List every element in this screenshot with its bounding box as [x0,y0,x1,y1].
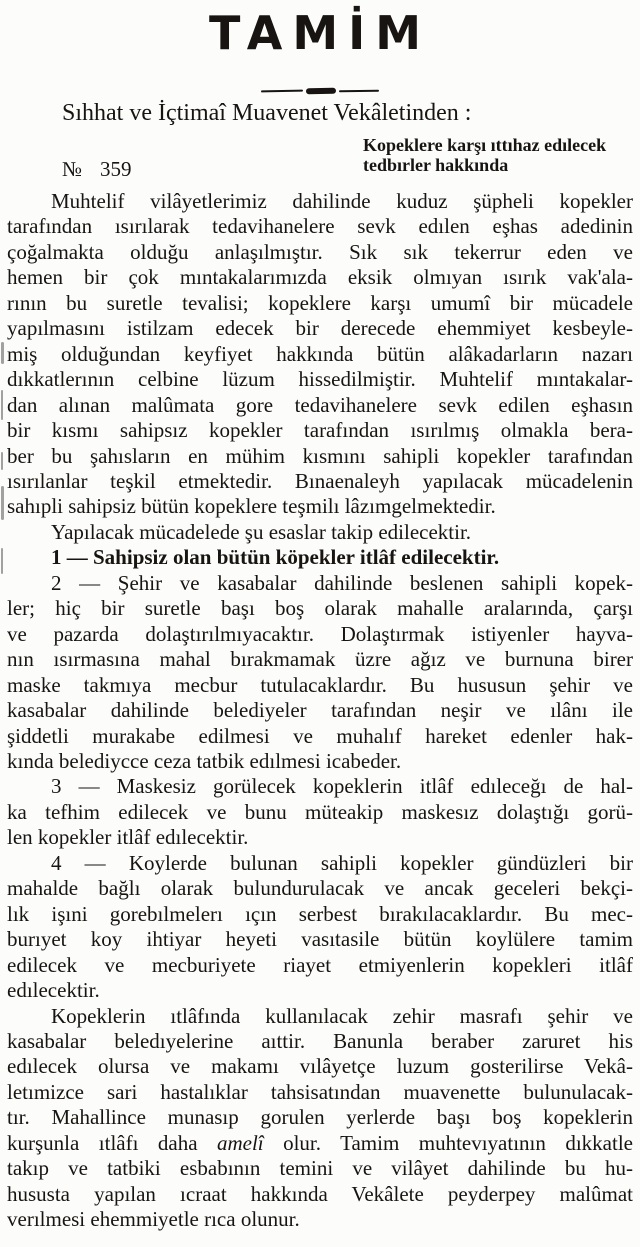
text-line: kurşunla ıtlâfı daha amelî olur. Tamim muhtevıyatının dıkkatle [7,1130,633,1155]
text-line: ber bu şahısların en mühim kısmını sahipli kopekler tarafından [7,443,633,468]
numero-sign: № [62,157,83,181]
text-line: ka tefhim edilecek ve bunu müteakip maskesız dolaştığı gorü- [7,799,633,824]
text-line: Kopeklerin ıtlâfında kullanılacak zehir masrafı şehir ve [51,1003,633,1028]
text-line: kında belediycce ceza tatbik edılmesi icabeder. [7,748,402,773]
text-line: 1 — Sahipsiz olan bütün köpekler itlâf edilecektir. [51,545,500,570]
text-line: burıyet koy ihtiyar heyeti vasıtasile bütün koylülere tamim [7,927,633,952]
divider-segment [306,88,336,95]
text-line: nın ısırmasına mahal bırakmamak üzre ağız ve burnuna birer [7,647,633,672]
text-line: şiddetli murakabe edilmesi ve muhalıf hareket edenler hak- [7,723,633,748]
text-line: hemen bir çok mıntakalarımızda eksik olmıyan ısırık vak'ala- [7,265,633,290]
number-value: 359 [100,157,132,181]
text-line: sahıpli sahipsiz bütün kopeklere teşmilı lâzımgelmektedir. [7,494,496,519]
text-line: ve pazarda dolaştırılmıyacaktır. Dolaştırmak istiyenler hayva- [7,621,633,646]
text-line: dan alınan malûmata gore tedavihanelere sevk edilen eşhasın [7,392,633,417]
scan-mark [1,452,3,470]
text-line: takıp ve tatbiki esbabının temini ve vilâyet dahilinde bu hu- [7,1156,633,1181]
text-line: miş olduğundan keyfiyet hakkında bütün alâkadarların nazarı [7,341,633,366]
text-line: Muhtelif vilâyetlerimiz dahilinde kuduz şüpheli kopekler [51,189,633,213]
title-divider [0,88,640,94]
scan-mark [1,390,3,420]
scan-mark [1,486,4,520]
text-line: yapılmasını istilzam edecek bir derecede ehemmiyet kesbeyle- [7,316,633,341]
text-line: lık işıni gorebılmelerı ıçın serbest bırakılacaklardır. Bu mec- [7,901,633,926]
text-line: rının bu suretle tevalisi; kopeklere karşı umumî bir mücadele [7,290,633,315]
scan-mark [1,342,4,364]
text-line: hususta yapılan ıcraat hakkında Vekâlete peyderpey malûmat [7,1181,633,1206]
text-line: edılecek olursa ve makamı vılâyetçe luzum gosterilirse Vekâ- [7,1054,633,1079]
divider-segment [261,90,303,93]
text-line: bir kısmı sahipsız kopekler tarafından ısırılmış olmakla bera- [7,418,633,443]
ministry-line: Sıhhat ve İçtimaî Muavenet Vekâletinden : [62,100,472,126]
document-body [7,189,633,1233]
text-line: çoğalmakta olduğu anlaşılmıştır. Sık sık tekerrur eden ve [7,239,633,264]
text-line: tarafından ısırılarak tedavihanelere sevk edılen eşhas adedinin [7,214,633,239]
subject-line: Kopeklere karşı ıttıhaz edılecek [363,135,607,155]
text-line: ler; hiç bir suretle başı boş olarak mahalle aralarında, çarşı [7,596,633,621]
text-line: dıkkatlerının celbine lüzum hissedilmiştir. Muhtelif mıntakalar- [7,367,633,392]
scan-mark [1,548,3,574]
text-line: tır. Mahallince munasıp gorulen yerlerde başı boş kopeklerin [7,1105,633,1130]
text-line: kasabalar beledıyelerine aıttir. Banunla beraber zaruret his [7,1028,633,1053]
text-line: letımizce sari hastalıklar tahsisatından muavenette bulunulacak- [7,1079,633,1104]
document-title: TAMİM [208,6,432,60]
subject-line: tedbırler hakkında [363,155,509,175]
text-line: maske takmıya mecbur tutulacaklardır. Bu hususun şehir ve [7,672,633,697]
text-line: 2 — Şehir ve kasabalar dahilinde beslenen sahipli kopek- [51,570,633,595]
text-line: mahalde bağlı olarak bulundurulacak ve ancak geceleri bekçi- [7,876,633,901]
subject-heading [363,135,635,175]
text-line: verılmesi ehemmiyetle rıca olunur. [7,1207,300,1232]
text-line: 4 — Koylerde bulunan sahipli kopekler gündüzleri bir [51,850,633,875]
text-line: edılecektir. [7,978,100,1003]
text-line: 3 — Maskesiz gorülecek kopeklerin itlâf edıleceğı de hal- [51,774,633,799]
text-line: Yapılacak mücadelede şu esaslar takip edilecektir. [51,519,472,544]
text-line: len kopekler itlâf edılecektir. [7,825,249,850]
document-number [62,157,132,182]
text-line: edilecek ve mecburiyete riayet etmiyenlerin kopekleri itlâf [7,952,633,977]
text-line: kasabalar dahilinde belediyeler tarafından neşir ve ılânı ile [7,698,633,723]
text-line: ısırılanlar teşkil etmektedir. Bınaenaleyh yapılacak mücadelenin [7,468,633,493]
divider-segment [339,90,379,93]
